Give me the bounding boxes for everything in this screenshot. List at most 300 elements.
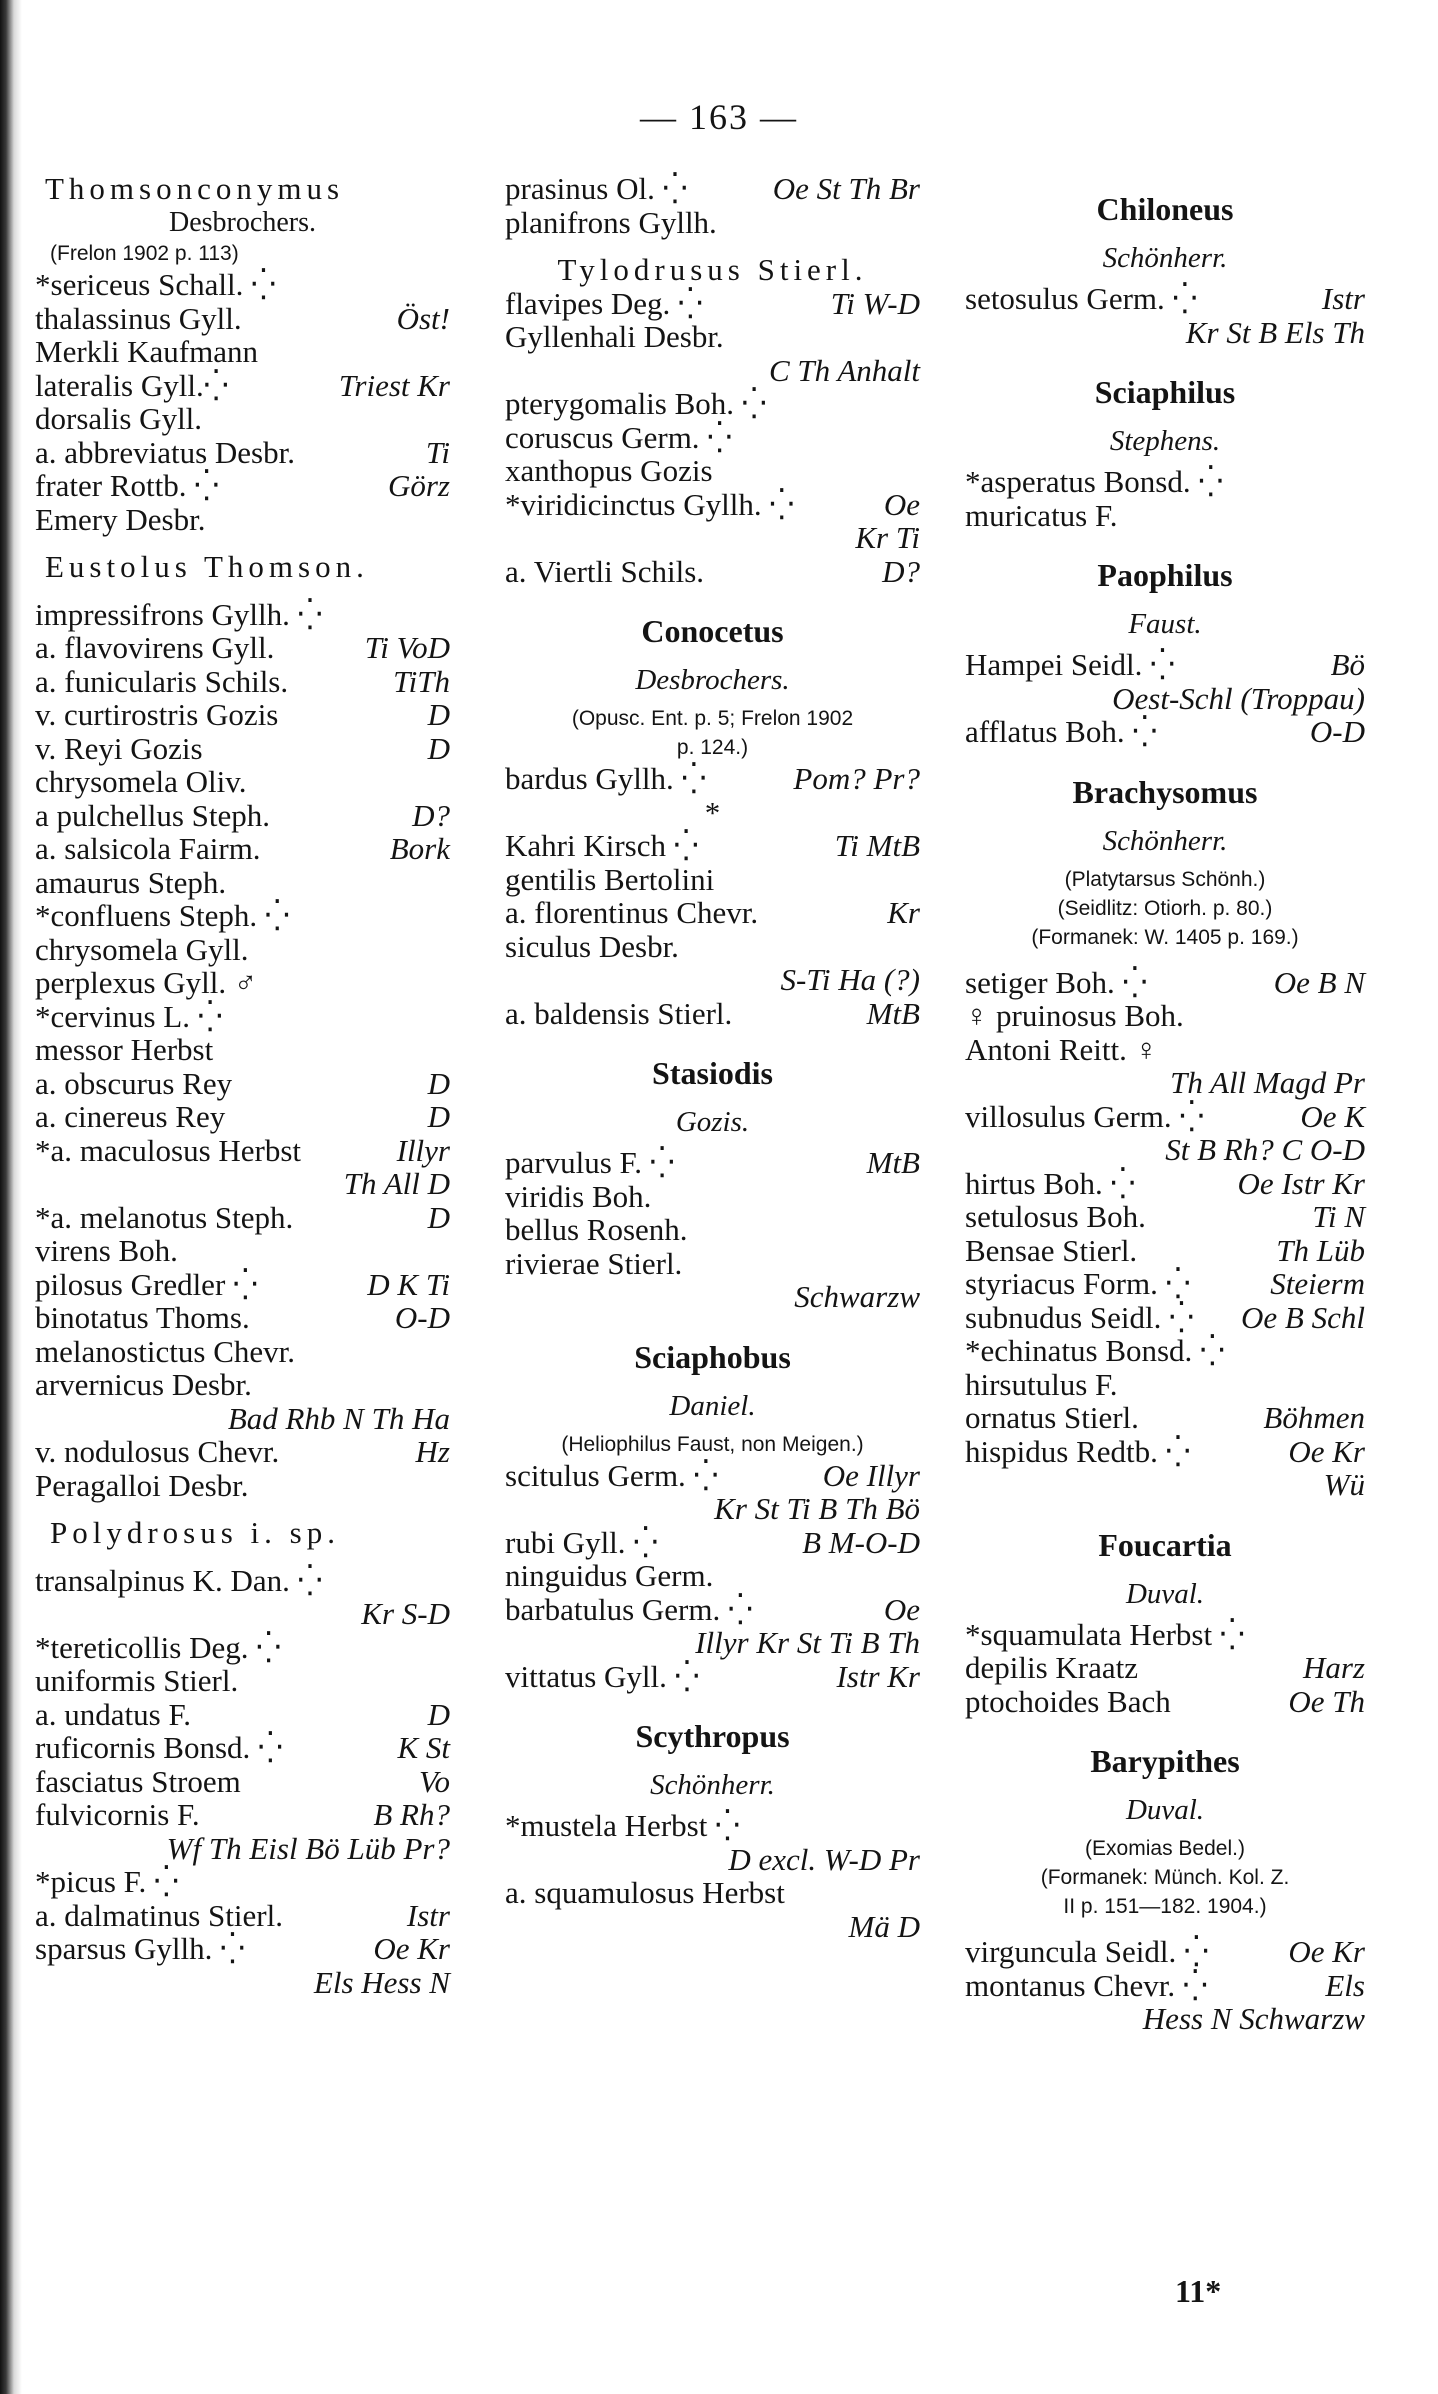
species-name: *viridicinctus Gyllh. ⁛ [505,486,795,522]
species-entry [35,698,450,732]
genus-author: Schönherr. [1102,242,1228,274]
genus-name: Thomsonconymus [45,171,345,206]
species-name: coruscus Germ. ⁛ [505,419,733,455]
distribution-region: Oe [883,486,920,522]
species-name: *picus F. ⁛ [35,1864,179,1899]
species-entry [35,1301,450,1335]
species-entry [965,1685,1365,1719]
species-entry [505,287,920,321]
distribution-region: O-D [394,1300,450,1335]
species-name: a. cinereus Rey [35,1099,226,1134]
genus-reference: II p. 151—182. 1904.) [1063,1895,1267,1918]
species-name: bardus Gyllh. ⁛ [505,761,707,796]
species-name: rivierae Stierl. [505,1245,683,1281]
distribution-region: D? [412,797,450,833]
species-entry [35,1033,450,1067]
species-entry [35,899,450,933]
species-name: barbatulus Germ. ⁛ [505,1591,753,1627]
species-list [505,287,920,589]
species-entry [965,1368,1365,1402]
species-entry [505,930,920,964]
species-entry [35,966,450,1000]
distribution-region: Oe Th [1288,1683,1365,1719]
species-entry [35,1698,450,1732]
genus-author: Duval. [1125,1577,1205,1610]
species-name: Gyllenhali Desbr. [505,319,724,354]
species-entry [965,1334,1365,1368]
species-entry [965,1167,1365,1201]
distribution-region: Oe B Schl [1241,1299,1365,1335]
species-entry [35,1865,450,1899]
genus-heading: Brachysomus [1072,773,1258,810]
species-entry [965,2002,1365,2036]
species-name: *asperatus Bonsd. ⁛ [965,464,1224,499]
genus-reference: (Platytarsus Schönh.) [1064,867,1266,891]
species-name: *confluens Steph. ⁛ [35,898,290,933]
species-entry [505,896,920,930]
species-entry [35,1201,450,1235]
species-name: Peragalloi Desbr. [35,1467,249,1503]
distribution-region: D? [882,553,920,589]
species-name: hispidus Redtb. ⁛ [965,1433,1191,1469]
species-name: gentilis Bertolini [505,861,715,897]
genus-author: Duval. [1125,1794,1205,1826]
species-name: setiger Boh. ⁛ [965,964,1148,1000]
species-name: v. Reyi Gozis [35,730,203,766]
distribution-region: Görz [387,468,450,503]
species-name: thalassinus Gyll. [35,300,242,336]
species-entry [35,1335,450,1369]
genus-heading: Sciaphilus [1094,374,1236,410]
species-name: chrysomela Oliv. [35,764,247,799]
species-name: dorsalis Gyll. [35,401,203,436]
species-entry [35,469,450,503]
species-name: subnudus Seidl. ⁛ [965,1299,1194,1335]
species-list [505,829,920,1030]
distribution-region: Oe B N [1273,964,1365,1000]
species-entry [505,1626,920,1660]
distribution-region: Istr Kr [836,1658,920,1694]
species-list [965,966,1365,1502]
species-entry [505,354,920,388]
species-entry [505,1213,920,1247]
column-1 [35,172,450,1999]
distribution-region: Bork [389,831,450,866]
species-name: virens Boh. [35,1233,178,1268]
species-entry [505,1843,920,1877]
distribution-region: Ti W-D [830,285,920,321]
distribution-region: D K Ti [367,1266,450,1302]
distribution-region: Ti N [1312,1199,1365,1234]
species-entry [35,799,450,833]
genus-reference: (Exomias Bedel.) [1085,1837,1245,1860]
species-entry [965,499,1365,533]
distribution-region: D [427,1065,450,1101]
species-name: *tereticollis Deg. ⁛ [35,1629,281,1665]
distribution-region: Triest Kr [338,367,450,403]
species-name: a. abbreviatus Desbr. [35,434,295,470]
distribution-region: Böhmen [1263,1400,1365,1435]
species-name: styriacus Form. ⁛ [965,1266,1191,1301]
species-entry [965,682,1365,716]
species-entry [505,1459,920,1493]
genus-author: Schönherr. [1102,824,1228,857]
distribution-region: B Rh? [373,1797,450,1832]
species-name: planifrons Gyllh. [505,204,717,240]
species-entry [965,316,1365,350]
distribution-region: D excl. W-D Pr [728,1841,920,1877]
species-name: perplexus Gyll. ♂ [35,965,258,1000]
distribution-region: K St [397,1730,450,1765]
species-name: Emery Desbr. [35,501,206,537]
species-entry [965,1267,1365,1301]
species-name: Bensae Stierl. [965,1232,1138,1268]
distribution-region: Öst! [396,300,450,336]
species-entry [35,732,450,766]
species-entry [35,598,450,632]
genus-heading: Scythropus [635,1718,790,1754]
column-3 [965,172,1365,2036]
species-entry [35,1664,450,1698]
species-name: muricatus F. [965,497,1118,533]
species-name: setosulus Germ. ⁛ [965,281,1198,316]
distribution-region: Steierm [1270,1266,1365,1301]
species-list [505,762,920,796]
species-entry [35,1000,450,1034]
species-list [965,648,1365,749]
species-entry [35,402,450,436]
species-entry [505,1660,920,1694]
distribution-region: MtB [866,1145,920,1180]
species-name: a. salsicola Fairm. [35,831,261,866]
genus-reference: (Seidlitz: Otiorh. p. 80.) [1057,896,1273,920]
genus-reference: (Formanek: Münch. Kol. Z. [1040,1866,1290,1889]
species-name: ninguidus Germ. [505,1558,714,1593]
species-entry [965,966,1365,1000]
species-entry [965,1033,1365,1067]
species-entry [505,555,920,589]
species-name: Hampei Seidl. ⁛ [965,647,1175,682]
distribution-region: D [427,1696,450,1732]
species-entry [505,1146,920,1180]
genus-name: Polydrosus i. sp. [50,1515,340,1550]
species-entry [35,1832,450,1866]
species-name: binotatus Thoms. [35,1300,250,1335]
species-name: v. curtirostris Gozis [35,697,279,732]
species-name: melanostictus Chevr. [35,1333,296,1369]
species-name: Antoni Reitt. ♀ [965,1031,1158,1067]
species-name: a. florentinus Chevr. [505,895,759,930]
genus-author: Daniel. [669,1389,756,1422]
genus-heading: Chiloneus [1096,191,1234,227]
species-entry [505,206,920,240]
species-name: *cervinus L. ⁛ [35,998,223,1034]
distribution-region: Bö [1330,647,1365,682]
species-entry [965,999,1365,1033]
species-entry [35,1167,450,1201]
distribution-region: Th All Magd Pr [1170,1065,1365,1100]
page-number: — 163 — [640,97,798,137]
species-name: arvernicus Desbr. [35,1367,252,1402]
distribution-region: MtB [866,995,920,1031]
species-entry [965,1651,1365,1685]
species-entry [35,631,450,665]
species-entry [35,1134,450,1168]
species-name: ♀ pruinosus Boh. [965,998,1184,1033]
genus-reference: (Heliophilus Faust, non Meigen.) [561,1432,864,1456]
distribution-region: Wf Th Eisl Bö Lüb Pr? [166,1830,450,1866]
species-name: frater Rottb. ⁛ [35,468,219,503]
distribution-region: Th All D [343,1166,450,1201]
species-name: scitulus Germ. ⁛ [505,1457,719,1493]
genus-author [35,206,450,240]
distribution-region: D [427,1099,450,1134]
distribution-region: Oe Kr [373,1931,450,1966]
species-entry [35,335,450,369]
distribution-region: Vo [419,1763,450,1799]
species-list [505,1459,920,1694]
species-entry [965,1618,1365,1652]
species-list [965,465,1365,532]
species-entry [965,1301,1365,1335]
species-name: impressifrons Gyllh. ⁛ [35,596,323,632]
species-entry [35,765,450,799]
genus-reference: (Opusc. Ent. p. 5; Frelon 1902 [571,707,854,730]
distribution-region: Bad Rhb N Th Ha [227,1400,450,1436]
distribution-region: Ti VoD [364,630,450,665]
distribution-region: C Th Anhalt [768,352,920,388]
species-entry [35,302,450,336]
signature-mark: 11* [1175,2273,1222,2309]
species-entry [35,1765,450,1799]
species-name: prasinus Ol. ⁛ [505,171,688,206]
species-name: a. undatus F. [35,1696,191,1732]
distribution-region: B M-O-D [802,1524,920,1560]
species-list [35,598,450,1503]
species-entry [505,1910,920,1944]
distribution-region: TiTh [393,663,450,699]
species-entry [965,715,1365,749]
asterisk-separator: * [704,794,721,830]
species-name: fulvicornis F. [35,1797,200,1832]
distribution-region: Oest-Schl (Troppau) [1112,680,1365,716]
species-name: *sericeus Schall. ⁛ [35,267,276,302]
species-list [505,1146,920,1314]
distribution-region: Els Hess N [313,1964,450,2000]
distribution-region: Oe St Th Br [772,171,920,206]
species-entry [35,1899,450,1933]
species-name: messor Herbst [35,1032,214,1067]
species-name: uniformis Stierl. [35,1663,239,1698]
species-entry [505,488,920,522]
species-name: a. dalmatinus Stierl. [35,1897,283,1933]
genus-name: Eustolus Thomson. [45,549,369,584]
distribution-region: Pom? Pr? [793,761,920,796]
genus-author: Stephens. [1109,425,1221,457]
species-name: pilosus Gredler ⁛ [35,1266,258,1302]
distribution-region: Oe [883,1591,920,1627]
species-entry [505,521,920,555]
species-entry [965,1935,1365,1969]
distribution-region: Oe Istr Kr [1237,1165,1365,1201]
species-entry [505,1876,920,1910]
species-entry [35,1469,450,1503]
genus-author: Faust. [1128,608,1202,640]
distribution-region: Oe Illyr [822,1457,920,1493]
species-name: *a. maculosus Herbst [35,1132,302,1168]
species-entry [35,1798,450,1832]
species-name: parvulus F. ⁛ [505,1145,675,1180]
species-name: rubi Gyll. ⁛ [505,1524,659,1560]
species-name: vittatus Gyll. ⁛ [505,1658,700,1694]
species-name: fasciatus Stroem [35,1763,241,1799]
distribution-region: Ti MtB [834,828,920,863]
species-entry [35,268,450,302]
species-list [505,172,920,239]
species-name: virguncula Seidl. ⁛ [965,1934,1209,1969]
genus-heading: Barypithes [1090,1743,1240,1779]
distribution-region: D [427,730,450,766]
genus-author: Schönherr. [650,1769,775,1801]
species-entry [505,1559,920,1593]
genus-reference: p. 124.) [676,736,749,759]
distribution-region: S-Ti Ha (?) [780,962,920,997]
distribution-region: Els [1325,1967,1365,2003]
species-entry [35,1402,450,1436]
species-entry [35,1234,450,1268]
species-entry [965,1100,1365,1134]
species-name: villosulus Germ. ⁛ [965,1098,1205,1134]
species-name: montanus Chevr. ⁛ [965,1967,1208,2003]
species-name: depilis Kraatz [965,1650,1139,1685]
distribution-region: Th Lüb [1276,1232,1365,1268]
species-entry [965,1401,1365,1435]
distribution-region: Oe Kr [1288,1433,1365,1469]
species-entry [965,1133,1365,1167]
species-name: *squamulata Herbst ⁛ [965,1616,1245,1652]
species-name: *mustela Herbst ⁛ [505,1808,740,1843]
species-entry [35,1597,450,1631]
species-entry [35,1564,450,1598]
species-name: siculus Desbr. [505,928,679,964]
column-2 [505,172,920,1943]
species-entry [35,503,450,537]
species-name: chrysomela Gyll. [35,931,249,967]
species-list [35,268,450,536]
species-name: a. baldensis Stierl. [505,995,733,1031]
species-entry [35,832,450,866]
distribution-region: Istr [406,1897,450,1933]
species-entry [505,1593,920,1627]
genus-reference: (Formanek: W. 1405 p. 169.) [1031,925,1299,949]
distribution-region: Kr Ti [855,520,920,555]
genus-heading: Foucartia [1098,1526,1232,1563]
distribution-region: Istr [1321,281,1365,316]
species-entry [505,997,920,1031]
species-entry [35,1631,450,1665]
species-entry [965,1234,1365,1268]
species-entry [965,1969,1365,2003]
distribution-region: D [427,1199,450,1235]
distribution-region: Ti [425,434,450,470]
species-entry [35,866,450,900]
species-entry [965,1435,1365,1469]
species-entry [505,1280,920,1314]
species-entry [35,1932,450,1966]
species-entry [505,963,920,997]
species-name: a. Viertli Schils. [505,553,705,589]
species-entry [35,436,450,470]
distribution-region: Illyr [396,1132,450,1168]
genus-heading: Paophilus [1097,557,1233,593]
distribution-region: Kr St B Els Th [1185,314,1365,350]
species-entry [965,465,1365,499]
species-entry [505,863,920,897]
distribution-region: St B Rh? C O-D [1165,1132,1365,1167]
species-name: a. flavovirens Gyll. [35,630,275,665]
species-name: afflatus Boh. ⁛ [965,714,1158,749]
distribution-region: O-D [1309,714,1365,749]
distribution-region: Kr S-D [361,1596,450,1631]
species-list [505,1809,920,1943]
species-name: pterygomalis Boh. ⁛ [505,386,767,421]
distribution-region: Hess N Schwarzw [1142,2001,1365,2036]
genus-heading: Stasiodis [652,1055,773,1091]
distribution-region: Mä D [848,1908,920,1944]
species-entry [505,1180,920,1214]
species-name: amaurus Steph. [35,864,227,900]
species-entry [965,1066,1365,1100]
species-name: ornatus Stierl. [965,1400,1139,1435]
species-entry [35,1067,450,1101]
species-name: *a. melanotus Steph. [35,1199,294,1235]
genus-name: Tylodrusus Stierl. [557,252,868,287]
distribution-region: Oe Kr [1288,1934,1365,1969]
species-name: a. obscurus Rey [35,1065,233,1101]
genus-heading [35,1516,450,1550]
species-name: sparsus Gyllh. ⁛ [35,1931,245,1966]
species-entry [35,933,450,967]
genus-author: Desbrochers. [635,664,790,696]
genus-heading [35,550,450,584]
species-name: viridis Boh. [505,1178,652,1214]
species-entry [505,1809,920,1843]
species-name: hirsutulus F. [965,1366,1118,1402]
species-entry [505,387,920,421]
distribution-region: D [427,697,450,732]
species-list [965,282,1365,349]
species-name: hirtus Boh. ⁛ [965,1165,1136,1201]
genus-heading: Sciaphobus [634,1338,791,1375]
species-list [35,1564,450,2000]
species-entry [505,320,920,354]
species-name: transalpinus K. Dan. ⁛ [35,1562,323,1598]
distribution-region: Oe K [1300,1098,1365,1134]
species-name: v. nodulosus Chevr. [35,1434,280,1469]
species-entry [965,648,1365,682]
species-entry [505,1492,920,1526]
genus-heading [35,172,450,206]
species-entry [35,1435,450,1469]
genus-heading: Conocetus [641,613,784,649]
genus-reference: (Frelon 1902 p. 113) [50,242,239,265]
species-name: setulosus Boh. [965,1199,1146,1234]
species-entry [505,454,920,488]
species-list [965,1618,1365,1719]
species-name: xanthopus Gozis [505,453,713,488]
species-entry [965,282,1365,316]
species-name: ptochoides Bach [965,1683,1171,1719]
